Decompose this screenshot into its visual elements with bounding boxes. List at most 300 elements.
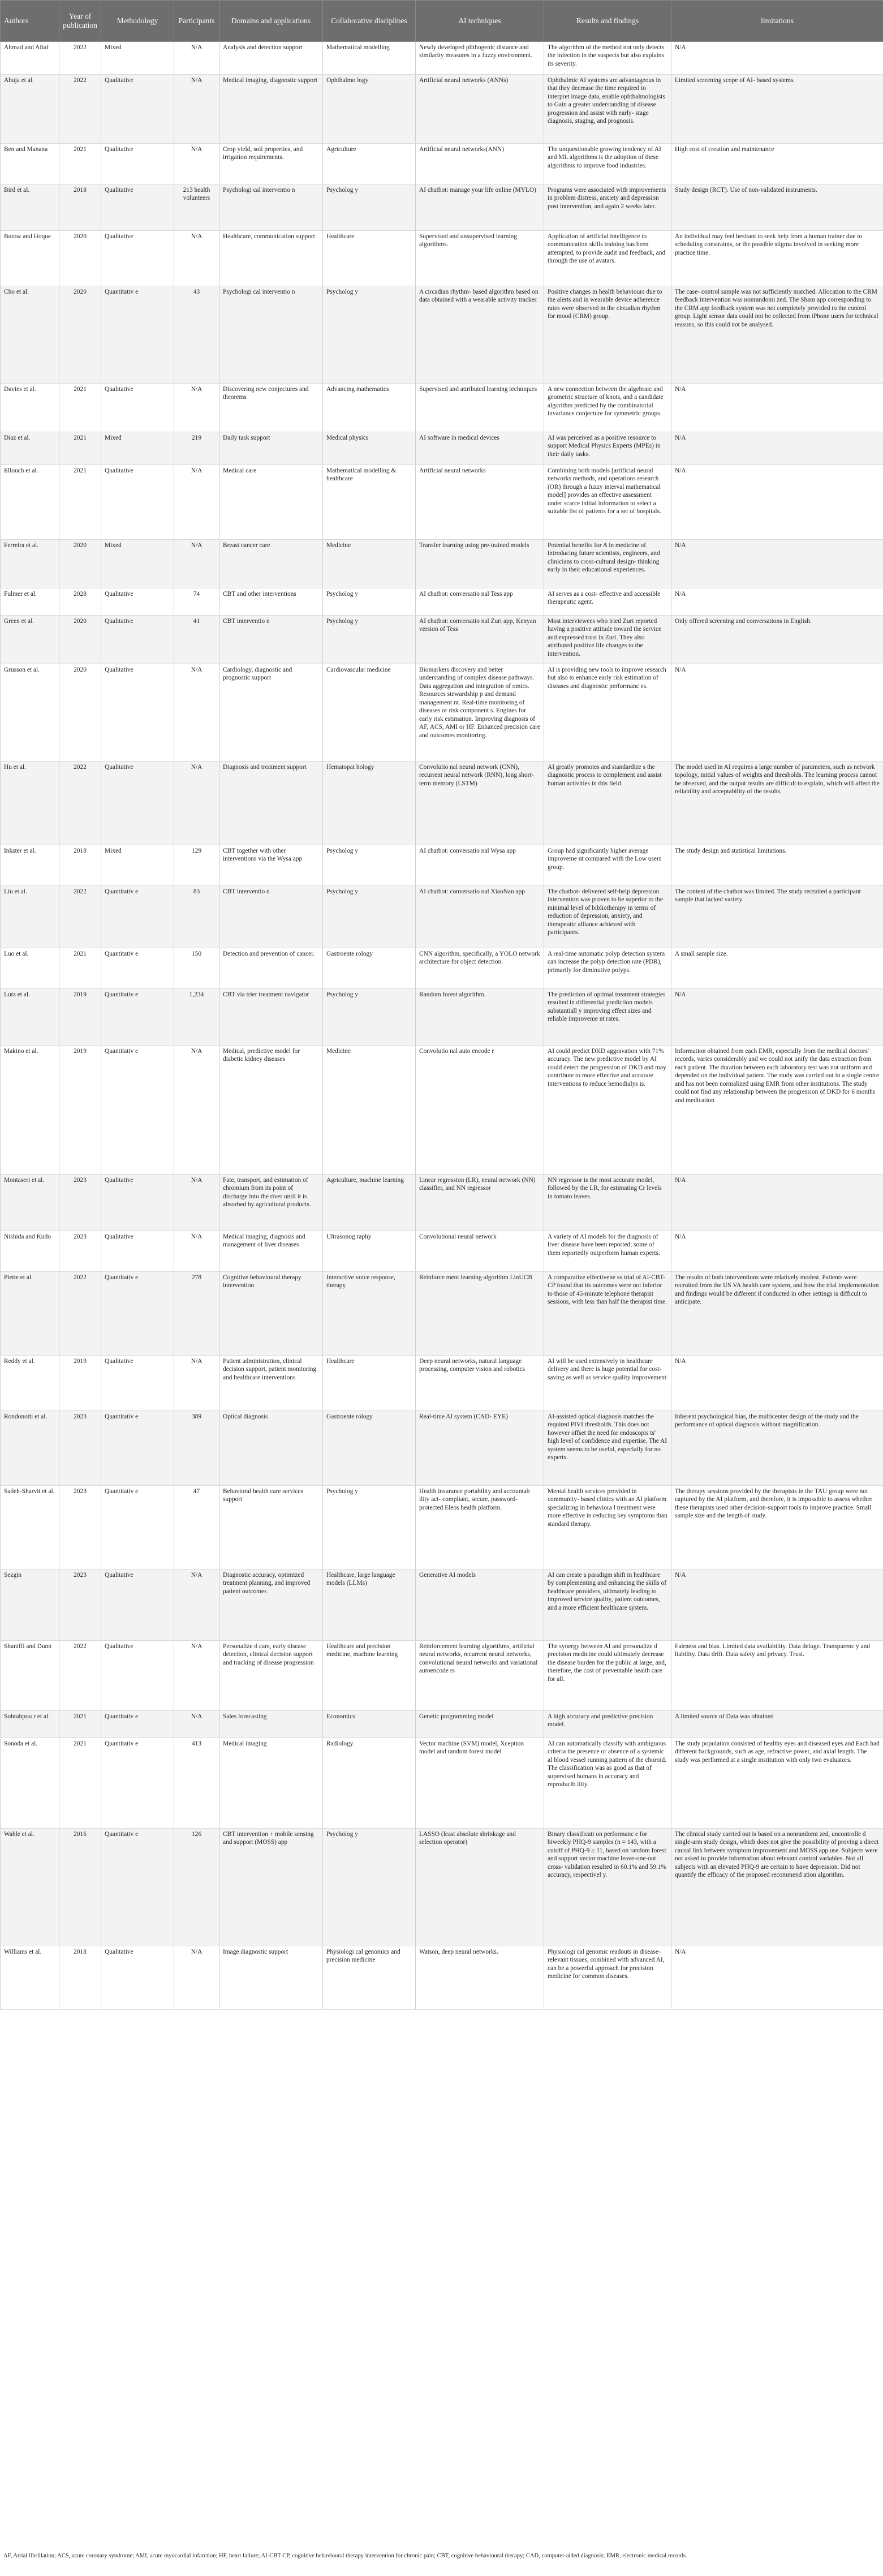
cell-domains: Optical diagnosis [219,1411,323,1486]
cell-year: 2020 [59,231,101,286]
table-header [1,1,883,42]
table-row [1,845,883,886]
cell-year: 2021 [59,144,101,184]
cell-ai: Artificial neural networks (ANNs) [416,75,544,144]
cell-domains: Image diagnostic support [219,1946,323,2010]
cell-year: 2019 [59,1046,101,1175]
cell-limitations: N/A [671,1356,883,1411]
header-collaborative: Collaborative disciplines [323,1,416,42]
cell-results: Application of artificial intelligence to communication skills training has been attempted, to provide audit and feedback, and through the use of avatars. [544,231,671,286]
header-year: Year of publication [59,1,101,42]
cell-methodology: Qualitative [101,762,174,845]
cell-collaborative: Psycholog y [323,845,416,886]
cell-limitations: A small sample size. [671,948,883,989]
cell-authors: Makino et al. [1,1046,59,1175]
cell-participants: N/A [174,1569,219,1641]
cell-ai: Supervised and attributed learning techniques [416,384,544,432]
cell-methodology: Quantitativ e [101,1829,174,1946]
cell-authors: Hu et al. [1,762,59,845]
cell-authors: Diaz et al. [1,432,59,465]
cell-year: 2023 [59,1569,101,1641]
cell-collaborative: Healthcare [323,231,416,286]
header-limitations: limitations [671,1,883,42]
cell-year: 2022 [59,42,101,75]
cell-limitations: N/A [671,1569,883,1641]
table-row [1,1411,883,1486]
cell-methodology: Mixed [101,845,174,886]
cell-domains: Crop yield, soil properties, and irrigation requirements. [219,144,323,184]
cell-collaborative: Gastroente rology [323,948,416,989]
cell-domains: Personalize d care, early disease detection, clinical decision support and tracking of disease progression [219,1641,323,1711]
cell-year: 2018 [59,845,101,886]
cell-collaborative: Interactive voice response, therapy [323,1272,416,1356]
table-row [1,231,883,286]
cell-collaborative: Psycholog y [323,886,416,948]
cell-methodology: Qualitative [101,231,174,286]
cell-collaborative: Mathematical modelling [323,42,416,75]
cell-limitations: N/A [671,989,883,1046]
cell-domains: Behavioral health care services support [219,1486,323,1569]
cell-collaborative: Psycholog y [323,286,416,384]
cell-authors: Sonoda et al. [1,1738,59,1829]
cell-limitations: Inherent psychological bias, the multicenter design of the study and the performance of optical diagnosis without magnification. [671,1411,883,1486]
cell-results: A high accuracy and predictive precision model. [544,1711,671,1738]
cell-domains: Medical imaging, diagnostic support [219,75,323,144]
cell-year: 2028 [59,588,101,616]
cell-limitations: The results of both interventions were relatively modest. Patients were recruited from the US VA health care system, and how the trial implementation and findings would be different if conducted in other settings is difficult to anticipate. [671,1272,883,1356]
table-row [1,432,883,465]
cell-authors: Williams et al. [1,1946,59,2010]
header-participants: Participants [174,1,219,42]
cell-collaborative: Agriculture [323,144,416,184]
table-row [1,1175,883,1231]
cell-authors: Sezgin [1,1569,59,1641]
cell-authors: Ellouch et al. [1,465,59,540]
cell-results: The unquestionable growing tendency of AI and ML algorithms is the adoption of these algorithms to improve food industries. [544,144,671,184]
cell-domains: Sales forecasting [219,1711,323,1738]
cell-participants: N/A [174,762,219,845]
cell-results: Ophthalmic AI systems are advantageous in that they decrease the time required to interpret image data, enable ophthalmologists to Gain a greater understanding of disease progression and assist with early- stage diagnosis, staging, and prognosis. [544,75,671,144]
cell-authors: Piette et al. [1,1272,59,1356]
cell-results: The chatbot- delivered self-help depression intervention was proven to be superior to the minimal level of bibliotherapy in terms of reduction of depression, anxiety, and therapeutic alliance achieved with participants. [544,886,671,948]
cell-authors: Luo et al. [1,948,59,989]
cell-authors: Fulmer et al. [1,588,59,616]
cell-participants: N/A [174,1641,219,1711]
cell-collaborative: Healthcare, large language models (LLMs) [323,1569,416,1641]
cell-participants: 126 [174,1829,219,1946]
table-row [1,144,883,184]
cell-domains: Diagnostic accuracy, optimized treatment planning, and improved patient outcomes [219,1569,323,1641]
cell-ai: Biomarkers discovery and better understanding of complex disease pathways. Data aggregation and integration of omics. Resources stewardship p and demand management nt. Real-time monitoring of diseases or risk component s. Engines for early risk estimation. Improving diagnosis of AF, ACS, AMI or HF. Enhanced precision care and outcomes monitoring. [416,664,544,762]
cell-ai: Supervised and unsupervised learning algorithms. [416,231,544,286]
cell-methodology: Quantitativ e [101,1411,174,1486]
cell-participants: N/A [174,384,219,432]
cell-collaborative: Mathematical modelling & healthcare [323,465,416,540]
cell-results: Physiologi cal genomic readouts in disease- relevant tissues, combined with advanced AI, can be a powerful approach for precision medicine for common diseases. [544,1946,671,2010]
table-row [1,465,883,540]
cell-limitations: The clinical study carried out is based on a nonrandomi zed, uncontrolle d single-arm study design, which does not give the possibility of proving a direct causal link between symptom improvement and MOSS app use. Subjects were not asked to provide information about relevant control variables. Not all subjects with an elevated PHQ-9 are certain to have depression. Did not quantify the efficacy of the proposed recommend ation algorithm. [671,1829,883,1946]
cell-collaborative: Hematopat hology [323,762,416,845]
cell-domains: CBT intervention + mobile sensing and support (MOSS) app [219,1829,323,1946]
header-methodology: Methodology [101,1,174,42]
cell-limitations: The study design and statistical limitations. [671,845,883,886]
cell-domains: Medical imaging, diagnosis and management of liver diseases [219,1231,323,1272]
cell-authors: Ahmad and Afiaf [1,42,59,75]
cell-ai: Genetic programming model [416,1711,544,1738]
table-row [1,1711,883,1738]
cell-domains: CBT interventio n [219,886,323,948]
cell-collaborative: Ultrasonog raphy [323,1231,416,1272]
cell-authors: Rondonotti et al. [1,1411,59,1486]
cell-methodology: Quantitativ e [101,1711,174,1738]
cell-domains: CBT interventio n [219,616,323,664]
cell-authors: Wahle et al. [1,1829,59,1946]
cell-collaborative: Gastroente rology [323,1411,416,1486]
header-ai: AI techniques [416,1,544,42]
cell-results: NN regressor is the most accurate model, followed by the LR, for estimating Cr levels in tomato leaves. [544,1175,671,1231]
cell-collaborative: Psycholog y [323,588,416,616]
cell-collaborative: Economics [323,1711,416,1738]
cell-ai: Transfer learning using pre-trained models [416,540,544,588]
cell-collaborative: Medicine [323,1046,416,1175]
cell-year: 2021 [59,1738,101,1829]
cell-year: 2021 [59,384,101,432]
table-row [1,948,883,989]
cell-ai: AI chatbot: manage your life online (MYLO) [416,184,544,231]
cell-methodology: Quantitativ e [101,1046,174,1175]
cell-authors: Shaniffi and Dunn [1,1641,59,1711]
cell-ai: Newly developed plithogenic distance and similarity measures in a fuzzy environment. [416,42,544,75]
cell-methodology: Quantitativ e [101,948,174,989]
cell-methodology: Quantitativ e [101,886,174,948]
cell-results: AI is providing new tools to improve research but also to enhance early risk estimation of diseases and diagnostic performanc es. [544,664,671,762]
table-row [1,1046,883,1175]
cell-limitations: High cost of creation and maintenance [671,144,883,184]
cell-ai: Artificial neural networks(ANN) [416,144,544,184]
cell-authors: Ben and Manana [1,144,59,184]
table-row [1,384,883,432]
cell-domains: Cardiology, diagnostic and prognostic support [219,664,323,762]
cell-methodology: Qualitative [101,1175,174,1231]
cell-authors: Davies et al. [1,384,59,432]
cell-limitations: N/A [671,465,883,540]
cell-methodology: Quantitativ e [101,1272,174,1356]
cell-ai: Real-time AI system (CAD- EYE) [416,1411,544,1486]
cell-ai: Random forest algorithm. [416,989,544,1046]
table-row [1,1486,883,1569]
cell-year: 2019 [59,989,101,1046]
table-body [1,42,883,2010]
cell-results: AI can create a paradigm shift in healthcare by complementing and enhancing the skills of healthcare providers, ultimately leading to improved service quality, patient outcomes, and a more efficient healthcare system. [544,1569,671,1641]
cell-collaborative: Psycholog y [323,184,416,231]
cell-participants: 213 health volunteers [174,184,219,231]
cell-participants: N/A [174,540,219,588]
cell-results: AI greatly promotes and standardize s the diagnostic process to complement and assist human activities in this field. [544,762,671,845]
cell-collaborative: Physiologi cal genomics and precision medicine [323,1946,416,2010]
table-row [1,989,883,1046]
cell-domains: CBT together with other interventions via the Wysa app [219,845,323,886]
cell-methodology: Qualitative [101,1569,174,1641]
table-row [1,286,883,384]
table-row [1,42,883,75]
cell-domains: Breast cancer care [219,540,323,588]
cell-year: 2023 [59,1486,101,1569]
cell-domains: Medical care [219,465,323,540]
cell-participants: 129 [174,845,219,886]
cell-collaborative: Psycholog y [323,1829,416,1946]
cell-collaborative: Healthcare and precision medicine, machine learning [323,1641,416,1711]
cell-results: Potential benefits for A in medicine of introducing future scientists, engineers, and clinicians to cross-cultural design- thinking early in their educational experiences. [544,540,671,588]
cell-results: Group had significantly higher average improveme nt compared with the Low users group. [544,845,671,886]
cell-authors: Grusson et al. [1,664,59,762]
cell-participants: N/A [174,1356,219,1411]
cell-domains: CBT via trier treatment navigator [219,989,323,1046]
cell-results: Combining both models [artificial neural networks methods, and operations research (OR) through a fuzzy interval mathematical model] provides an effective assessment under scarce initial information to select a suitable list of patients for a set of hospitals. [544,465,671,540]
cell-methodology: Qualitative [101,1946,174,2010]
cell-limitations: The case- control sample was not sufficiently matched. Allocation to the CRM feedback intervention was nonrandomi zed. The Sham app corresponding to the CRM app feedback system was not completely provided to the control group. Light sensor data could not be collected from iPhone users for technical reasons, so this could not be analysed. [671,286,883,384]
cell-limitations: N/A [671,1946,883,2010]
cell-methodology: Quantitativ e [101,989,174,1046]
cell-authors: Nishida and Kudo [1,1231,59,1272]
cell-methodology: Qualitative [101,588,174,616]
cell-ai: Convolutio nal neural network (CNN), recurrent neural network (RNN), long short- term memory (LSTM) [416,762,544,845]
cell-domains: Patient administration, clinical decision support, patient monitoring and healthcare interventions [219,1356,323,1411]
cell-participants: N/A [174,664,219,762]
cell-year: 2023 [59,1231,101,1272]
cell-participants: 219 [174,432,219,465]
cell-year: 2020 [59,286,101,384]
cell-results: Programs were associated with improvements in problem distress, anxiety and depression post intervention, and again 2 weeks later. [544,184,671,231]
cell-methodology: Qualitative [101,1356,174,1411]
cell-participants: N/A [174,465,219,540]
cell-ai: Reinforcement learning algorithms, artificial neural networks, recurrent neural networks, convolutional neural networks and variational autoencode rs [416,1641,544,1711]
table-row [1,184,883,231]
table-row [1,540,883,588]
cell-collaborative: Ophthalmo logy [323,75,416,144]
cell-collaborative: Medicine [323,540,416,588]
cell-ai: AI chatbot: conversatio nal XiaoNan app [416,886,544,948]
cell-year: 2016 [59,1829,101,1946]
cell-ai: Watson, deep neural networks. [416,1946,544,2010]
cell-results: A new connection between the algebraic and geometric structure of knots, and a candidate algorithm predicted by the combinatorial invariance conjecture for symmetric groups. [544,384,671,432]
table-row [1,1946,883,2010]
cell-participants: 1,234 [174,989,219,1046]
cell-limitations: N/A [671,664,883,762]
table-row [1,1569,883,1641]
cell-participants: 413 [174,1738,219,1829]
cell-ai: AI chatbot: conversatio nal Tess app [416,588,544,616]
table-row [1,1272,883,1356]
cell-year: 2020 [59,664,101,762]
cell-methodology: Qualitative [101,144,174,184]
cell-methodology: Mixed [101,540,174,588]
cell-collaborative: Cardiovascular medicine [323,664,416,762]
cell-participants: N/A [174,1046,219,1175]
cell-results: AI will be used extensively in healthcare delivery and there is huge potential for cost- saving as well as service quality improvement [544,1356,671,1411]
cell-results: A variety of AI models for the diagnosis of liver disease have been reported; some of them reportedly outperform human experts. [544,1231,671,1272]
cell-ai: Convolutional neural network [416,1231,544,1272]
cell-domains: Psychologi cal interventio n [219,184,323,231]
cell-methodology: Qualitative [101,75,174,144]
cell-methodology: Qualitative [101,1641,174,1711]
cell-ai: Reinforce ment learning algorithm LinUCB [416,1272,544,1356]
table-row [1,664,883,762]
cell-domains: Healthcare, communication support [219,231,323,286]
cell-limitations: N/A [671,1231,883,1272]
header-domains: Domains and applications [219,1,323,42]
cell-year: 2022 [59,1641,101,1711]
cell-methodology: Mixed [101,42,174,75]
cell-results: Positive changes in health behaviours due to the alerts and in wearable device adherence rates were observed in the circadian rhythm for mood (CRM) group. [544,286,671,384]
cell-authors: Ahuja et al. [1,75,59,144]
cell-participants: N/A [174,1711,219,1738]
table-footnote: AF, Atrial fibrillation; ACS, acute coronary syndrome; AMI, acute myocardial infarction; HF, heart failure; AI-CBT-CP, cognitive behavioural therapy intervention for chronic pain; CBT, cognitive behavioural therapy; CAD, computer-aided diagnosis; EMR, electronic medical records. [3,2553,687,2559]
cell-limitations: The therapy sessions provided by the therapists in the TAU group were not captured by the AI platform, and therefore, it is impossible to assess whether these therapists used other decision-support tools to improve practice. Small sample size and the length of study. [671,1486,883,1569]
table-row [1,762,883,845]
cell-year: 2022 [59,75,101,144]
cell-participants: N/A [174,75,219,144]
cell-limitations: N/A [671,540,883,588]
cell-year: 2021 [59,1711,101,1738]
cell-limitations: An individual may feel hesitant to seek help from a human trainer due to scheduling constraints, or the possible stigma involved in seeking more practice time. [671,231,883,286]
cell-authors: Sadeh-Sharvit et al. [1,1486,59,1569]
cell-results: AI could predict DKD aggravation with 71% accuracy. The new predictive model by AI could detect the progression of DKD and may contribute to more effective and accurate interventions to reduce hemodialys is. [544,1046,671,1175]
table-row [1,588,883,616]
cell-ai: Vector machine (SVM) model, Xception model and random forest model [416,1738,544,1829]
table-row [1,1231,883,1272]
cell-ai: A circadian rhythm- based algorithm based on data obtained with a wearable activity tracker. [416,286,544,384]
cell-domains: Medical, predictive model for diabetic kidney diseases [219,1046,323,1175]
cell-limitations: The model used in AI requires a large number of parameters, such as network topology, initial values of weights and thresholds. The learning process cannot be observed, and the output results are difficult to explain, which will affect the reliability and acceptability of the results. [671,762,883,845]
cell-results: The prediction of optimal treatment strategies resulted in differential prediction models substantiall y improving effect sizes and reliable improveme nt rates. [544,989,671,1046]
cell-year: 2021 [59,948,101,989]
cell-collaborative: Psycholog y [323,1486,416,1569]
cell-limitations: The study population consisted of healthy eyes and diseased eyes and Each had different backgrounds, such as age, refractive power, and axial length. The study was performed at a single institution with only two evaluators. [671,1738,883,1829]
cell-results: AI can automatically classify with ambiguous criteria the presence or absence of a systemic al blood vessel running pattern of the choroid. The classification was as good as that of supervised humans in accuracy and reproducib ility. [544,1738,671,1829]
cell-limitations: A limited source of Data was obtained [671,1711,883,1738]
cell-domains: Discovering new conjectures and theorems [219,384,323,432]
cell-domains: Medical imaging [219,1738,323,1829]
cell-results: A real-time automatic polyp detection system can increase the polyp detection rate (PDR), primarily for diminutive polyps. [544,948,671,989]
cell-year: 2019 [59,1356,101,1411]
cell-collaborative: Psycholog y [323,616,416,664]
cell-methodology: Qualitative [101,184,174,231]
cell-collaborative: Advancing mathematics [323,384,416,432]
cell-ai: AI chatbot: conversatio nal Wysa app [416,845,544,886]
cell-participants: N/A [174,42,219,75]
cell-participants: 43 [174,286,219,384]
cell-authors: Reddy et al. [1,1356,59,1411]
cell-ai: Linear regression (LR), neural network (NN) classifier, and NN regressor [416,1175,544,1231]
cell-ai: Artificial neural networks [416,465,544,540]
cell-year: 2020 [59,616,101,664]
cell-ai: AI chatbot: conversatio nal Zuri app, Kenyan version of Tess [416,616,544,664]
table-row [1,616,883,664]
cell-ai: LASSO (least absolute shrinkage and selection operator) [416,1829,544,1946]
cell-methodology: Quantitativ e [101,1486,174,1569]
cell-authors: Ferreira et al. [1,540,59,588]
cell-ai: Convolutio nal auto encode r [416,1046,544,1175]
cell-year: 2022 [59,886,101,948]
cell-ai: CNN algorithm, specifically, a YOLO network architecture for object detection. [416,948,544,989]
cell-domains: CBT and other interventions [219,588,323,616]
cell-collaborative: Healthcare [323,1356,416,1411]
table-row [1,886,883,948]
cell-ai: Health insurance portability and accountab ility act- compliant, secure, password- protected Eleos health platform. [416,1486,544,1569]
cell-participants: 83 [174,886,219,948]
cell-collaborative: Medical physics [323,432,416,465]
cell-year: 2021 [59,465,101,540]
cell-year: 2018 [59,1946,101,2010]
cell-methodology: Mixed [101,432,174,465]
cell-participants: 41 [174,616,219,664]
cell-participants: 47 [174,1486,219,1569]
table-row [1,1641,883,1711]
cell-limitations: N/A [671,588,883,616]
cell-domains: Detection and prevention of cancer. [219,948,323,989]
cell-methodology: Qualitative [101,616,174,664]
cell-collaborative: Agriculture, machine learning [323,1175,416,1231]
cell-collaborative: Psycholog y [323,989,416,1046]
cell-limitations: Only offered screening and conversations in English. [671,616,883,664]
cell-participants: N/A [174,1175,219,1231]
cell-methodology: Quantitativ e [101,1738,174,1829]
cell-limitations: Study design (RCT). Use of non-validated instruments. [671,184,883,231]
table-row [1,75,883,144]
cell-participants: 74 [174,588,219,616]
cell-year: 2022 [59,1272,101,1356]
cell-limitations: The content of the chatbot was limited. The study recruited a participant sample that lacked variety. [671,886,883,948]
cell-results: The synergy between AI and personalize d precision medicine could ultimately decrease the disease burden for the public at large, and, therefore, the cost of preventable health care for all. [544,1641,671,1711]
table-row [1,1356,883,1411]
cell-ai: Generative AI models [416,1569,544,1641]
cell-domains: Fate, transport, and estimation of chromium from its point of discharge into the river until it is absorbed by agricultural products. [219,1175,323,1231]
cell-authors: Lutz et al. [1,989,59,1046]
cell-domains: Psychologi cal interventio n [219,286,323,384]
cell-participants: N/A [174,1946,219,2010]
cell-results: A comparative effectivene ss trial of AI-CBT-CP found that its outcomes were not inferior to those of 45-minute telephone therapist sessions, with less than half the therapist time. [544,1272,671,1356]
cell-domains: Daily task support [219,432,323,465]
cell-participants: N/A [174,231,219,286]
cell-year: 2018 [59,184,101,231]
cell-results: AI-assisted optical diagnosis matches the required PIVI thresholds. This does not however offset the need for endoscopis ts' high level of confidence and expertise. The AI system seems to be useful, especially for no experts. [544,1411,671,1486]
cell-limitations: Information obtained from each EMR, especially from the medical doctors' records, varies considerably and we could not unify the data extraction from each patient. The duration between each laboratory test was not uniform and depended on the individual patient. The study was carried out in a single centre and has not been normalized using EMR from other institutions. The study could not find any relationship between the progression of DKD for 6 months and medication [671,1046,883,1175]
cell-ai: Deep neural networks, natural language processing, computer vision and robotics [416,1356,544,1411]
cell-authors: Butow and Hoque [1,231,59,286]
cell-participants: 150 [174,948,219,989]
cell-methodology: Qualitative [101,465,174,540]
cell-authors: Montaseri et al. [1,1175,59,1231]
cell-limitations: N/A [671,432,883,465]
cell-year: 2020 [59,540,101,588]
cell-collaborative: Radiology [323,1738,416,1829]
cell-methodology: Qualitative [101,664,174,762]
cell-authors: Liu et al. [1,886,59,948]
cell-year: 2022 [59,762,101,845]
cell-results: Binary classificati on performanc e for biweekly PHQ-9 samples (n = 143, with a cutoff of PHQ-9 ≥ 11, based on random forest and support vector machine leave-one-out cross- validation resulted in 60.1% and 59.1% accuracy, respectivel y. [544,1829,671,1946]
cell-authors: Inkster et al. [1,845,59,886]
header-results: Results and findings [544,1,671,42]
cell-limitations: N/A [671,42,883,75]
cell-authors: Cho et al. [1,286,59,384]
cell-authors: Sohrabpou r et al. [1,1711,59,1738]
cell-results: Mental health services provided in community- based clinics with an AI platform specializing in behaviora l treatment were more effective in reducing key symptoms than standard therapy. [544,1486,671,1569]
cell-limitations: Limited screening scope of AI- based systems. [671,75,883,144]
cell-domains: Analysis and detection support [219,42,323,75]
cell-year: 2023 [59,1411,101,1486]
table-row [1,1738,883,1829]
cell-participants: 278 [174,1272,219,1356]
